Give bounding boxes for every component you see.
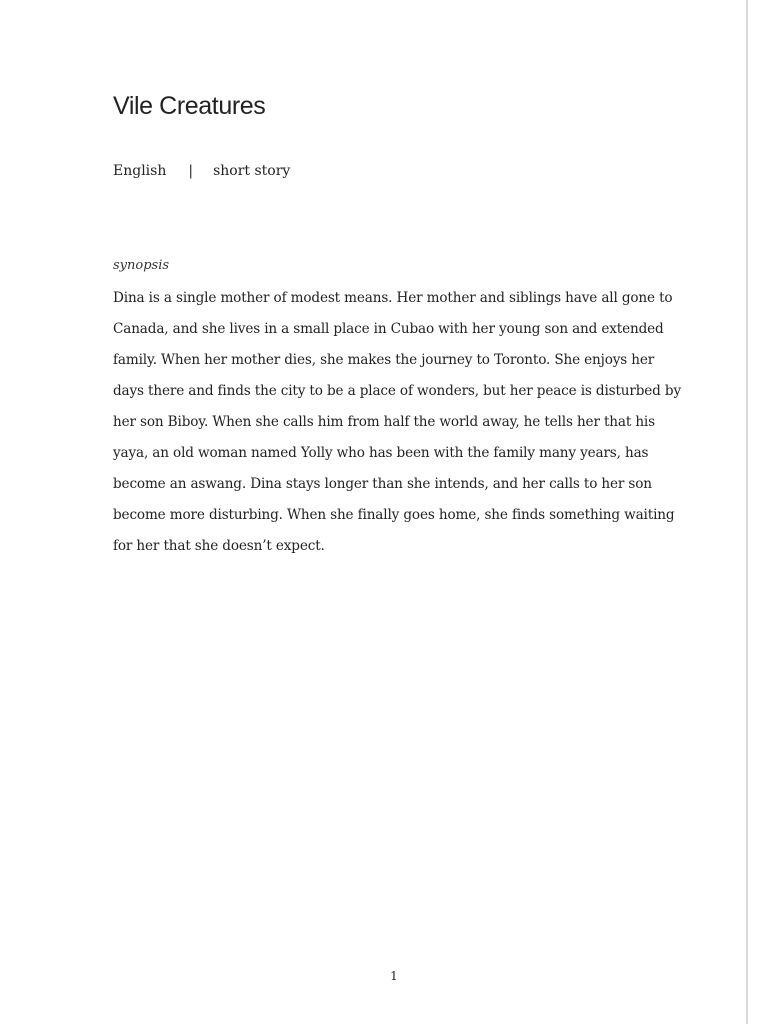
document-title: Vile Creatures	[113, 92, 266, 120]
document-meta	[113, 163, 290, 179]
meta-separator: |	[188, 163, 194, 179]
synopsis-paragraph: Dina is a single mother of modest means. Her mother and siblings have all gone to Canada, and she lives in a small place in Cubao with her young son and extended family. When her mother dies, she makes the journey to Toronto. She enjoys her days there and finds the city to be a place of wonders, but her peace is disturbed by her son Biboy. When she calls him from half the world away, he tells her that his yaya, an old woman named Yolly who has been with the family many years, has become an aswang. Dina stays longer than she intends, and her calls to her son become more disturbing. When she finally goes home, she finds something waiting for her that she doesn’t expect.	[113, 290, 681, 554]
synopsis-label: synopsis	[113, 258, 170, 273]
meta-genre: short story	[213, 163, 291, 179]
meta-language: English	[113, 163, 167, 179]
page-number: 1	[390, 969, 398, 983]
page-gutter	[748, 0, 768, 1024]
